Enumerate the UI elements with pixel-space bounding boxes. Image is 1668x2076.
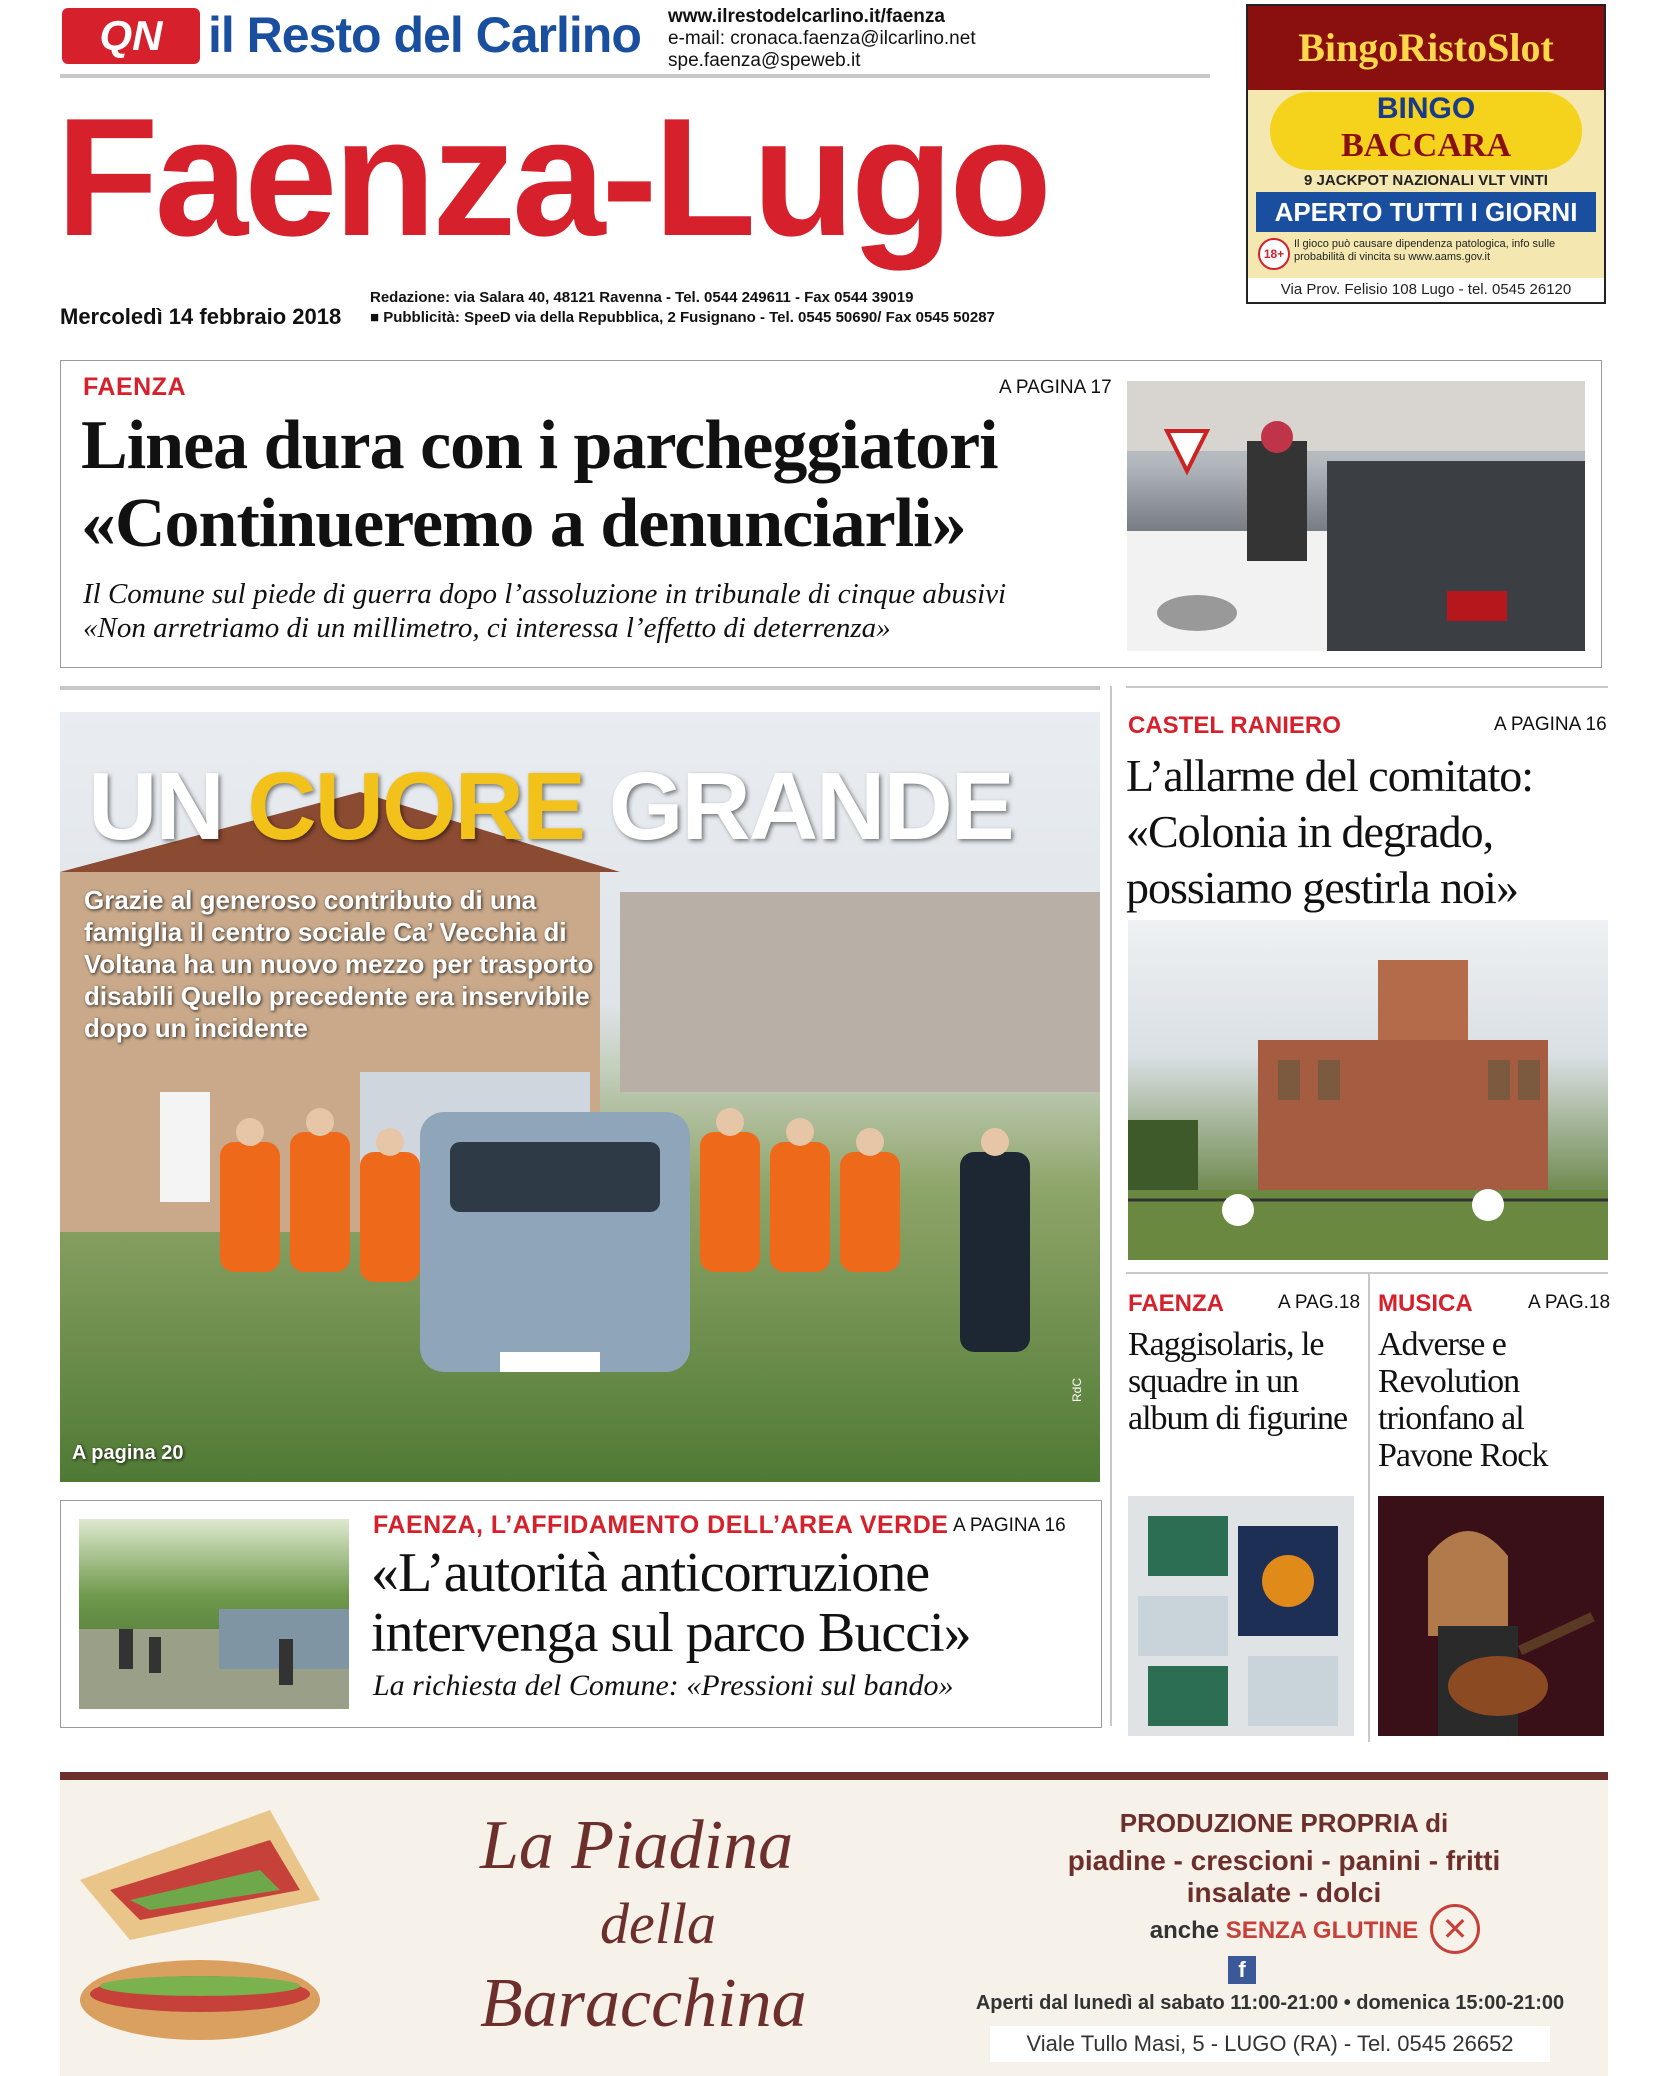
guitarist-illustration	[1378, 1496, 1604, 1736]
bingo-ad-title: BingoRistoSlot	[1248, 6, 1604, 90]
hero-story-photo[interactable]	[60, 712, 1100, 1482]
hero-subtitle: Grazie al generoso contributo di una famiglia il centro sociale Ca’ Vecchia di Voltana ha un nuovo mezzo per trasporto disabili Quello precedente era inservibile dopo un incidente	[84, 885, 594, 1043]
hero-page-ref[interactable]: A pagina 20	[72, 1442, 184, 1464]
piadina-script-line2: della	[600, 1891, 716, 1956]
musica-headline[interactable]: Adverse e Revolution trionfano al Pavone Rock	[1378, 1326, 1548, 1474]
faenza-small-page-ref[interactable]: A PAG.18	[1278, 1292, 1361, 1313]
contacts-block	[668, 6, 976, 72]
top-story-sub-line1: Il Comune sul piede di guerra dopo l’assoluzione in tribunale di cinque abusivi	[83, 578, 1007, 610]
piadina-gluten-free: SENZA GLUTINE	[1225, 1917, 1419, 1944]
piadina-production: PRODUZIONE PROPRIA di	[1119, 1808, 1449, 1838]
bucci-headline-line1: «L’autorità anticorruzione	[371, 1542, 930, 1604]
email-cronaca[interactable]: e-mail: cronaca.faenza@ilcarlino.net	[668, 28, 976, 49]
small-stories-rule	[1126, 1272, 1608, 1274]
piadina-items-line1: piadine - crescioni - panini - fritti	[1067, 1845, 1501, 1876]
gambling-warning: Il gioco può causare dipendenza patologica, info sulle probabilità di vincita su www.aams.gov.it	[1294, 238, 1556, 263]
bucci-story-box[interactable]	[60, 1500, 1102, 1728]
hero-title-cuore: CUORE	[247, 753, 585, 860]
pubblicita-text: ■ Pubblicità: SpeeD via della Repubblica, 2 Fusignano - Tel. 0545 50690/ Fax 0545 50287	[370, 309, 995, 326]
open-every-day-banner: APERTO TUTTI I GIORNI	[1256, 192, 1596, 232]
piadina-address: Viale Tullo Masi, 5 - LUGO (RA) - Tel. 0545 26652	[990, 2026, 1550, 2062]
small-stories-divider	[1368, 1272, 1370, 1742]
hero-title-un: UN	[88, 753, 223, 860]
musica-page-ref[interactable]: A PAG.18	[1528, 1292, 1611, 1313]
castel-headline[interactable]: L’allarme del comitato: «Colonia in degrado, possiamo gestirla noi»	[1126, 750, 1534, 913]
bingo-advertisement[interactable]	[1246, 4, 1606, 304]
facebook-icon[interactable]: f	[1228, 1956, 1256, 1984]
piadina-script-line3: Baracchina	[480, 1965, 807, 2042]
piadina-advertisement[interactable]	[60, 1772, 1608, 2076]
top-story-headline-line2: «Continueremo a denunciarli»	[81, 485, 966, 562]
photo-credit: RdC	[1070, 1377, 1084, 1402]
bucci-kicker: FAENZA, L’AFFIDAMENTO DELL’AREA VERDE	[373, 1511, 949, 1539]
piadina-script-line1: La Piadina	[480, 1807, 794, 1884]
top-story-headline[interactable]	[81, 407, 998, 563]
edition-title: Faenza-Lugo	[56, 83, 1048, 271]
redazione-text: Redazione: via Salara 40, 48121 Ravenna - Tel. 0544 249611 - Fax 0544 39019	[370, 289, 914, 306]
piadina-items-line2: insalate - dolci	[1186, 1877, 1382, 1908]
hero-headline	[88, 752, 1013, 862]
masthead-rule	[60, 74, 1210, 78]
faenza-small-kicker: FAENZA	[1128, 1290, 1224, 1317]
colonia-building-illustration	[1128, 920, 1608, 1260]
bingo-address: Via Prov. Felisio 108 Lugo - tel. 0545 26120	[1248, 278, 1604, 302]
newspaper-brand: il Resto del Carlino	[208, 7, 641, 63]
website-link[interactable]: www.ilrestodelcarlino.it/faenza	[668, 6, 945, 27]
castel-page-ref[interactable]: A PAGINA 16	[1494, 714, 1607, 735]
editorial-info	[370, 288, 995, 328]
castel-kicker: CASTEL RANIERO	[1128, 712, 1341, 739]
sticker-album-illustration	[1128, 1496, 1354, 1736]
top-story-kicker: FAENZA	[83, 373, 186, 401]
parking-photo	[1127, 381, 1585, 651]
gluten-free-icon: ✕	[1430, 1904, 1480, 1954]
top-story-headline-line1: Linea dura con i parcheggiatori	[81, 407, 998, 484]
bucci-headline-line2: intervenga sul parco Bucci»	[371, 1602, 971, 1664]
age-18-icon: 18+	[1258, 238, 1290, 270]
qn-logo: QN	[62, 8, 200, 64]
colonia-photo	[1128, 920, 1608, 1260]
bingo-ad-badge	[1270, 92, 1582, 170]
piadina-hours: Aperti dal lunedì al sabato 11:00-21:00 • domenica 15:00-21:00	[975, 1992, 1565, 2014]
left-column-rule	[60, 686, 1100, 690]
pavone-rock-photo	[1378, 1496, 1604, 1736]
musica-kicker: MUSICA	[1378, 1290, 1473, 1317]
column-divider	[1110, 686, 1112, 1726]
piadina-food-illustration	[70, 1790, 340, 2060]
parked-cars-illustration	[1127, 381, 1585, 651]
right-column-rule	[1126, 686, 1608, 688]
top-story-page-ref[interactable]: A PAGINA 17	[999, 377, 1112, 398]
park-illustration	[79, 1519, 349, 1709]
bingo-label: BINGO	[1376, 92, 1476, 125]
hero-title-grande: GRANDE	[608, 753, 1013, 860]
bucci-page-ref[interactable]: A PAGINA 16	[953, 1515, 1066, 1536]
baccara-label: BACCARA	[1341, 127, 1511, 164]
top-story-sub-line2: «Non arretriamo di un millimetro, ci interessa l’effetto di deterrenza»	[83, 612, 891, 644]
faenza-small-headline[interactable]: Raggisolaris, le squadre in un album di figurine	[1128, 1326, 1348, 1437]
top-story-box[interactable]	[60, 360, 1602, 668]
email-spe[interactable]: spe.faenza@speweb.it	[668, 50, 861, 71]
top-story-subtitle	[83, 577, 1006, 645]
piadina-gluten-pre: anche	[1149, 1917, 1220, 1944]
jackpot-text: 9 JACKPOT NAZIONALI VLT VINTI	[1304, 172, 1548, 189]
bucci-headline[interactable]	[371, 1543, 971, 1663]
album-figurine-photo	[1128, 1496, 1354, 1736]
parco-bucci-photo	[79, 1519, 349, 1709]
bucci-subtitle: La richiesta del Comune: «Pressioni sul bando»	[373, 1669, 954, 1702]
issue-date: Mercoledì 14 febbraio 2018	[60, 304, 342, 329]
